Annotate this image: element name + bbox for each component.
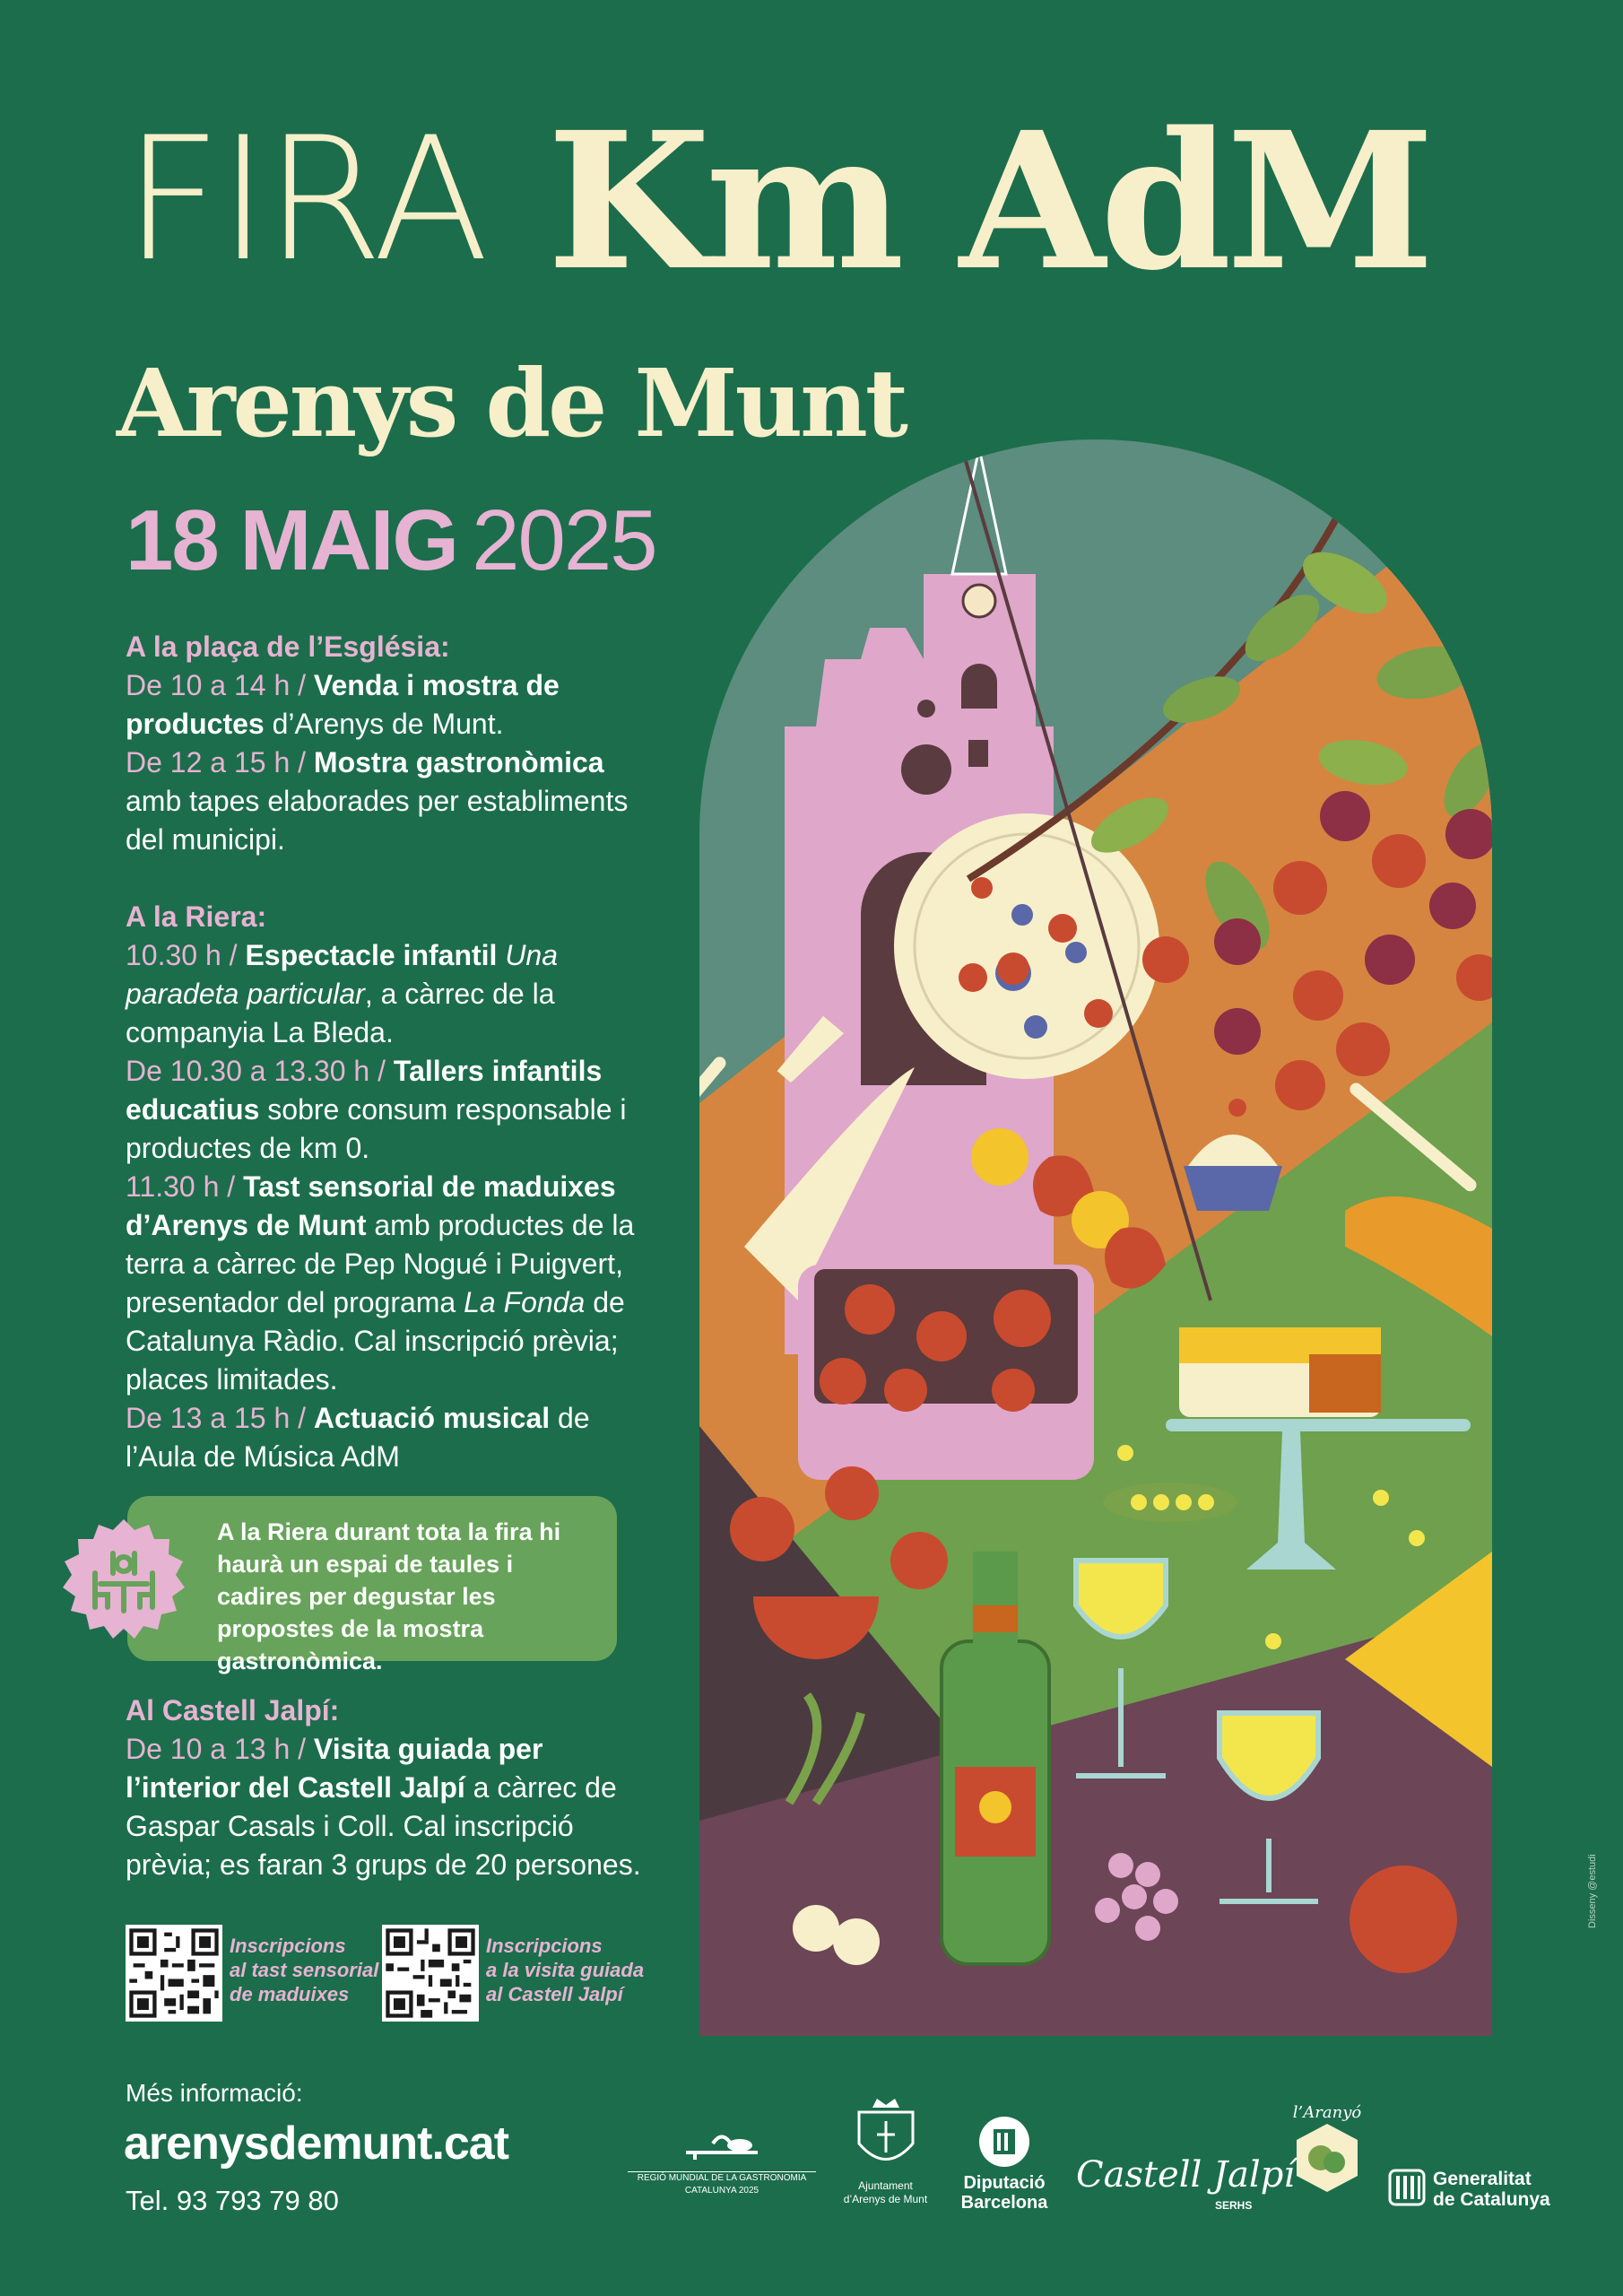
section-heading-castell: Al Castell Jalpí:: [126, 1694, 340, 1726]
programme-column: [126, 628, 664, 1476]
strawberry-icon: [825, 1466, 879, 1520]
logo-text: de Catalunya: [1433, 2189, 1550, 2210]
table-chairs-icon: [61, 1518, 187, 1643]
date-year: 2025: [472, 492, 656, 588]
town-crest-icon: [855, 2094, 917, 2175]
logo-text: Diputació: [963, 2173, 1046, 2193]
item-title: Espectacle infantil: [245, 939, 506, 971]
generalitat-icon: [1388, 2169, 1426, 2206]
strawberry-icon: [730, 1497, 794, 1561]
logo-diputacio: [950, 2115, 1058, 2213]
item-desc: amb productes de la terra a càrrec de Pep Nogué i Puigvert, presentador del programa: [126, 1209, 635, 1318]
strawberry-box-icon: [798, 1265, 1094, 1480]
item-title: Tallers infantils educatius: [126, 1055, 603, 1126]
item-desc: a càrrec de Gaspar Casals i Coll. Cal inscripció prèvia; es faran 3 grups de 20 persones.: [126, 1771, 641, 1881]
diputacio-icon: [977, 2115, 1031, 2169]
item-desc: de l’Aula de Música AdM: [126, 1402, 590, 1473]
qr-label-line: al tast sensorial: [230, 1959, 379, 1981]
gastronomy-icon: [677, 2126, 767, 2167]
item-title: Visita guiada per l’interior del Castell Jalpí: [126, 1733, 543, 1804]
item-desc: d’Arenys de Munt.: [264, 708, 504, 740]
title-fira: FIRA: [124, 100, 486, 299]
logo-aranyo: [1282, 2103, 1372, 2198]
item-desc: de Catalunya Ràdio. Cal inscripció prèvia; places limitades.: [126, 1286, 625, 1396]
programme-item: [126, 1730, 664, 1884]
item-desc: amb tapes elaborades per establiments del municipi.: [126, 785, 629, 856]
design-credit: Disseny @estudi: [1587, 1854, 1598, 1928]
qr-label-line: Inscripcions: [486, 1935, 603, 1957]
logo-text: CATALUNYA 2025: [684, 2186, 759, 2196]
title-kmadm: Km AdM: [547, 91, 1430, 312]
item-time: De 10.30 a 13.30 h /: [126, 1055, 394, 1087]
strawberry-icon: [890, 1532, 948, 1589]
logo-castell-jalpi: Castell Jalpí: [1076, 2154, 1296, 2196]
logo-text: Ajuntament: [858, 2179, 913, 2192]
programme-item: [126, 744, 664, 859]
programme-item: [126, 1399, 664, 1476]
qr-code-tast[interactable]: [126, 1925, 222, 2022]
tomato-icon: [1350, 1866, 1457, 1973]
item-desc: , a càrrec de la companyia La Bleda.: [126, 978, 555, 1048]
programme-item: [126, 1052, 664, 1168]
item-desc: sobre consum responsable i productes de km 0.: [126, 1093, 627, 1164]
logo-gastronomia: [628, 2126, 816, 2197]
item-time: De 13 a 15 h /: [126, 1402, 314, 1434]
castell-section: [126, 1692, 664, 1884]
item-time: De 12 a 15 h /: [126, 746, 314, 778]
logo-text: REGIÓ MUNDIAL DE LA GASTRONOMIA: [628, 2171, 816, 2185]
qr-label-visita: [486, 1934, 644, 2006]
town-subtitle: Arenys de Munt: [117, 348, 906, 458]
item-time: De 10 a 13 h /: [126, 1733, 314, 1765]
plate-icon: [894, 813, 1159, 1079]
qr-label-line: de maduixes: [230, 1983, 350, 2005]
item-programme-name: La Fonda: [464, 1286, 586, 1318]
programme-item: [126, 666, 664, 744]
item-show-name: Una paradeta particular: [126, 939, 559, 1010]
notice-text: A la Riera durant tota la fira hi haurà un espai de taules i cadires per degustar les propostes de la mostra gastronòmica.: [217, 1518, 561, 1674]
aranyo-fruit-icon: [1291, 2122, 1363, 2194]
item-title: Actuació musical: [313, 1402, 551, 1434]
website-link[interactable]: arenysdemunt.cat: [124, 2118, 509, 2170]
more-info-label: Més informació:: [126, 2079, 303, 2107]
item-time: De 10 a 14 h /: [126, 669, 314, 701]
item-title: Mostra gastronòmica: [313, 746, 604, 778]
qr-label-line: al Castell Jalpí: [486, 1983, 623, 2005]
qr-label-line: Inscripcions: [230, 1935, 346, 1957]
event-date: [126, 492, 656, 588]
logo-text: d’Arenys de Munt: [843, 2193, 928, 2205]
programme-item: [126, 936, 664, 1052]
programme-item: [126, 1168, 664, 1399]
item-time: 10.30 h /: [126, 939, 246, 971]
logo-text: Barcelona: [960, 2193, 1048, 2213]
phone-number: Tel. 93 793 79 80: [126, 2185, 339, 2216]
date-day-month: 18 MAIG: [126, 492, 458, 588]
qr-label-tast: [230, 1934, 378, 2006]
item-time: 11.30 h /: [126, 1170, 244, 1203]
logo-text: Generalitat: [1433, 2169, 1532, 2189]
item-title: Venda i mostra de productes: [126, 669, 560, 740]
item-title: Tast sensorial de maduixes d’Arenys de Munt: [126, 1170, 616, 1241]
pea-pod-icon: [1103, 1483, 1237, 1522]
qr-code-visita[interactable]: [382, 1925, 479, 2022]
section-heading-esglesia: A la plaça de l’Església:: [126, 631, 450, 663]
qr-label-line: a la visita guiada: [486, 1959, 645, 1981]
logo-ajuntament: [829, 2094, 942, 2206]
food-illustration: [699, 439, 1492, 2036]
section-heading-riera: A la Riera:: [126, 900, 267, 933]
logo-text: l’Aranyó: [1292, 2103, 1362, 2122]
logo-serhs: SERHS: [1215, 2199, 1253, 2212]
